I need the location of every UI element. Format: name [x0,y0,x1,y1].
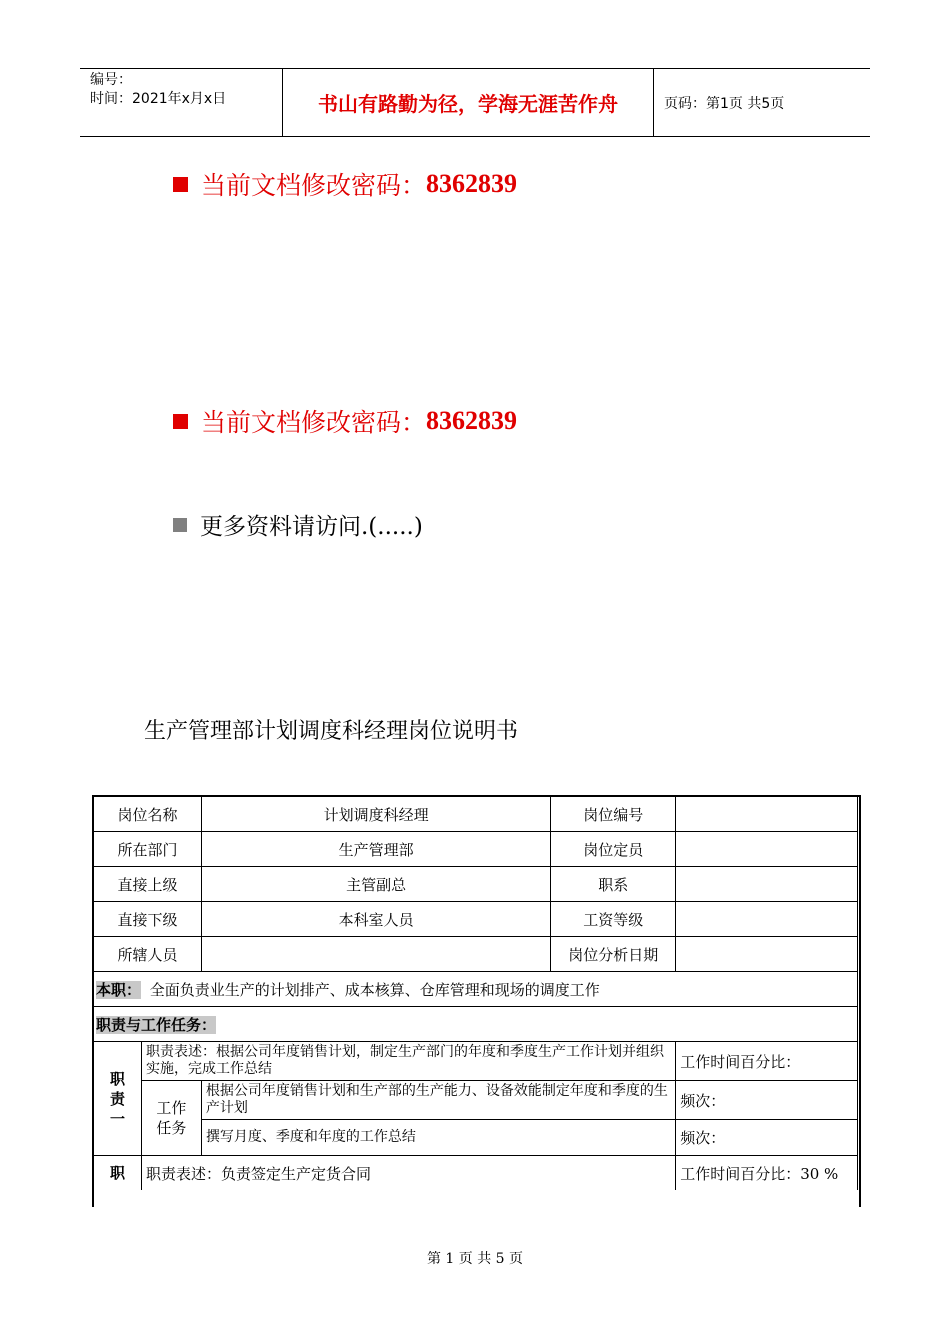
duty1-task-label: 工作任务 [141,1081,201,1156]
field-value [201,937,550,972]
document-title: 生产管理部计划调度科经理岗位说明书 [144,719,519,744]
job-description-table [93,796,858,1190]
field-value: 生产管理部 [201,832,550,867]
duty1-task2: 撰写月度、季度和年度的工作总结 [201,1120,675,1156]
red-square-bullet-icon [173,177,188,192]
field-value [676,867,858,902]
field-label: 岗位名称 [94,797,202,832]
field-label: 所在部门 [94,832,202,867]
table-row [94,937,858,972]
field-value [676,937,858,972]
red-square-bullet-icon [173,414,188,429]
field-label: 直接上级 [94,867,202,902]
header-page-info: 页码：第1页 共5页 [664,96,785,112]
field-label: 直接下级 [94,902,202,937]
password-notice-1 [173,166,517,202]
header-meta [80,69,283,136]
table-row [94,832,858,867]
field-label: 职系 [551,867,676,902]
field-label: 岗位分析日期 [551,937,676,972]
page-footer: 第 1 页 共 5 页 [426,1251,524,1267]
field-label: 岗位编号 [551,797,676,832]
field-label: 所辖人员 [94,937,202,972]
password-code: 8362839 [426,406,518,435]
field-label: 岗位定员 [551,832,676,867]
duty1-time-pct: 工作时间百分比： [676,1042,858,1081]
duty2-statement-row [94,1156,858,1191]
duty1-label: 职责一 [94,1042,142,1156]
page-header [80,68,870,137]
password-code: 8362839 [426,169,518,198]
main-duty-label: 本职： [96,980,142,999]
field-value [676,902,858,937]
duty1-statement: 职责表述：根据公司年度销售计划，制定生产部门的年度和季度生产工作计划并组织实施，完成工作总结 [141,1042,675,1081]
gray-square-bullet-icon [173,518,187,532]
duty2-time-pct: 工作时间百分比：30 % [676,1156,858,1191]
password-label: 当前文档修改密码： [201,171,427,200]
duty1-task2-freq: 频次： [676,1120,858,1156]
table-row [94,797,858,832]
duty1-task1-freq: 频次： [676,1081,858,1120]
duty1-statement-row [94,1042,858,1081]
duties-heading-row [94,1007,858,1042]
field-value: 主管副总 [201,867,550,902]
number-label: 编号： [90,72,132,88]
time-label: 时间：2021年x月x日 [90,91,227,107]
password-label: 当前文档修改密码： [201,408,427,437]
duty1-task2-row [94,1120,858,1156]
password-notice-2 [173,403,517,439]
field-value [676,797,858,832]
field-value [676,832,858,867]
duty2-label: 职 [94,1156,142,1191]
main-duty-row [94,972,858,1007]
table-row [94,902,858,937]
field-value: 计划调度科经理 [201,797,550,832]
field-value: 本科室人员 [201,902,550,937]
duties-heading: 职责与工作任务： [96,1015,217,1034]
visit-notice [173,508,423,541]
field-label: 工资等级 [551,902,676,937]
duty1-task1: 根据公司年度销售计划和生产部的生产能力、设备效能制定年度和季度的生产计划 [201,1081,675,1120]
table-row [94,867,858,902]
header-motto: 书山有路勤为径，学海无涯苦作舟 [283,69,654,136]
main-duty-text: 全面负责业生产的计划排产、成本核算、仓库管理和现场的调度工作 [149,980,600,999]
visit-text: 更多资料请访问.(.....) [200,514,423,540]
duty2-statement: 职责表述：负责签定生产定货合同 [141,1156,675,1191]
duty1-task1-row [94,1081,858,1120]
